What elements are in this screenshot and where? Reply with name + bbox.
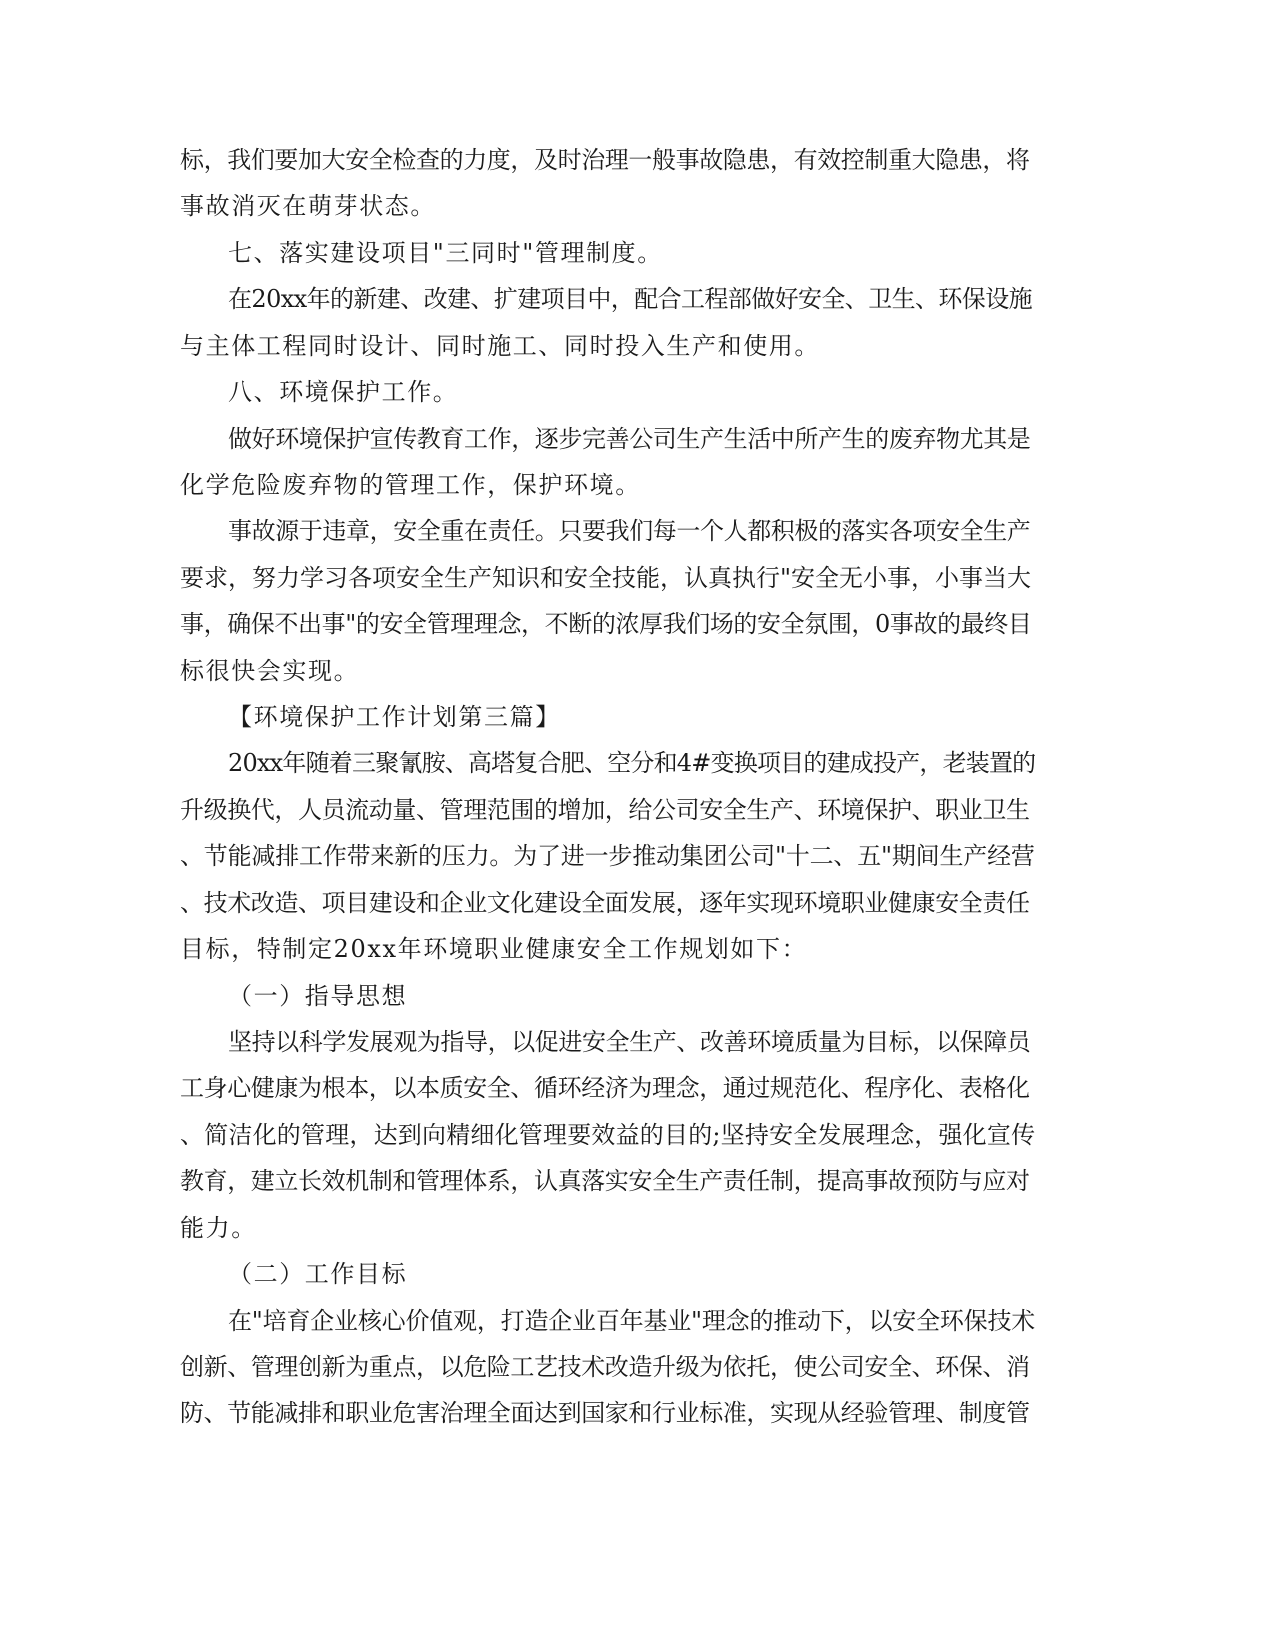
text-line: 教育，建立长效机制和管理体系，认真落实安全生产责任制，提高事故预防与应对: [180, 1167, 1030, 1195]
text-line: 做好环境保护宣传教育工作，逐步完善公司生产生活中所产生的废弃物尤其是: [228, 425, 1031, 453]
text-line: 事故消灭在萌芽状态。: [180, 192, 436, 220]
text-line: 与主体工程同时设计、同时施工、同时投入生产和使用。: [180, 332, 820, 360]
text-line: 、技术改造、项目建设和企业文化建设全面发展，逐年实现环境职业健康安全责任: [180, 889, 1030, 917]
section-heading: （二）工作目标: [228, 1260, 408, 1288]
text-line: 事故源于违章，安全重在责任。只要我们每一个人都积极的落实各项安全生产: [228, 517, 1031, 545]
text-line: 标很快会实现。: [180, 657, 360, 685]
text-line: 化学危险废弃物的管理工作，保护环境。: [180, 471, 641, 499]
text-line: 工身心健康为根本，以本质安全、循环经济为理念，通过规范化、程序化、表格化: [180, 1074, 1030, 1102]
text-line: 、节能减排工作带来新的压力。为了进一步推动集团公司"十二、五"期间生产经营: [180, 842, 1035, 870]
text-line: 要求，努力学习各项安全生产知识和安全技能，认真执行"安全无小事，小事当大: [180, 564, 1032, 592]
text-line: 、简洁化的管理，达到向精细化管理要效益的目的;坚持安全发展理念，强化宣传: [180, 1121, 1036, 1149]
text-line: 升级换代，人员流动量、管理范围的增加，给公司安全生产、环境保护、职业卫生: [180, 796, 1030, 824]
text-line: 目标，特制定20xx年环境职业健康安全工作规划如下：: [180, 935, 808, 963]
section-heading: （一）指导思想: [228, 982, 408, 1010]
text-line: 事，确保不出事"的安全管理理念，不断的浓厚我们场的安全氛围，0事故的最终目: [180, 610, 1032, 638]
section-heading: 七、落实建设项目"三同时"管理制度。: [228, 239, 663, 267]
article-heading: 【环境保护工作计划第三篇】: [228, 703, 561, 731]
text-line: 标，我们要加大安全检查的力度，及时治理一般事故隐患，有效控制重大隐患，将: [180, 146, 1030, 174]
text-line: 在20xx年的新建、改建、扩建项目中，配合工程部做好安全、卫生、环保设施: [228, 285, 1033, 313]
text-line: 创新、管理创新为重点，以危险工艺技术改造升级为依托，使公司安全、环保、消: [180, 1353, 1030, 1381]
text-line: 能力。: [180, 1214, 257, 1242]
text-line: 20xx年随着三聚氰胺、高塔复合肥、空分和4#变换项目的建成投产，老装置的: [228, 749, 1036, 777]
section-heading: 八、环境保护工作。: [228, 378, 459, 406]
text-line: 坚持以科学发展观为指导，以促进安全生产、改善环境质量为目标，以保障员: [228, 1028, 1031, 1056]
text-line: 在"培育企业核心价值观，打造企业百年基业"理念的推动下，以安全环保技术: [228, 1307, 1036, 1335]
text-line: 防、节能减排和职业危害治理全面达到国家和行业标准，实现从经验管理、制度管: [180, 1399, 1030, 1427]
